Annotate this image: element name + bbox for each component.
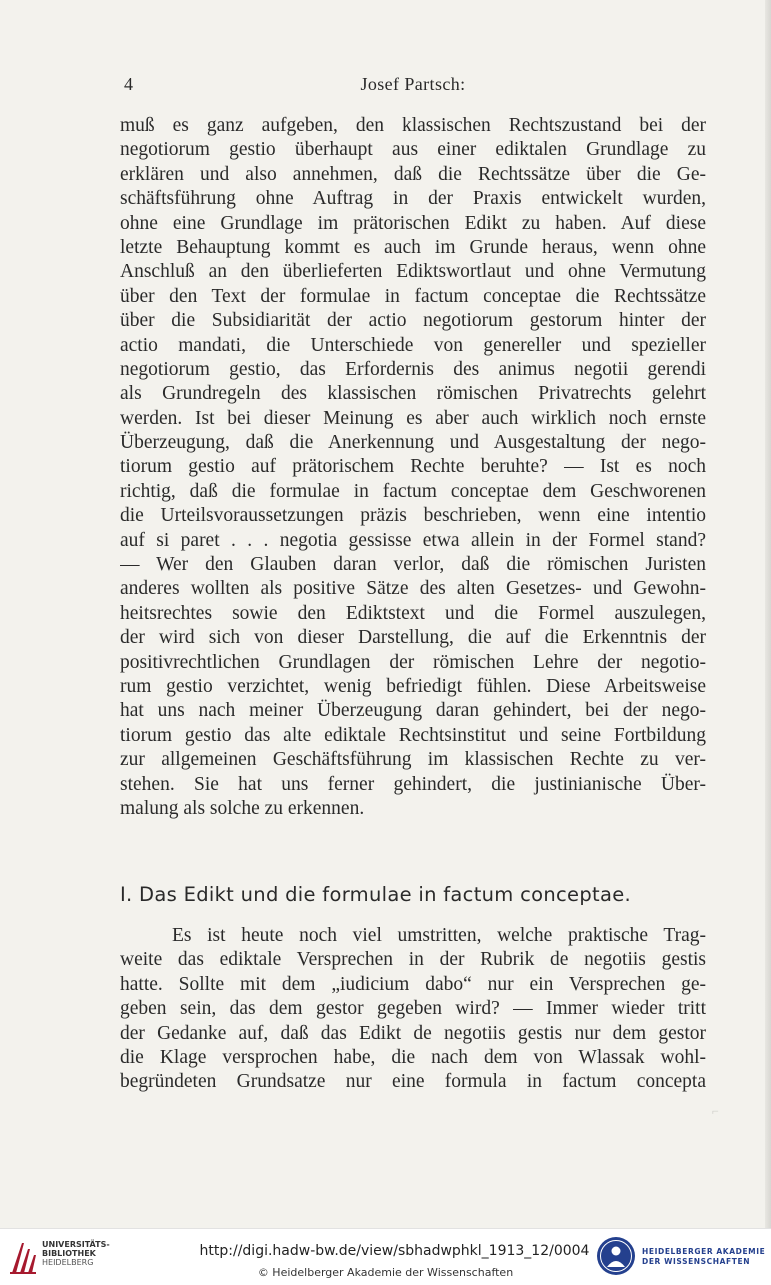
text-line: zur allgemeinen Geschäftsführung im klassischen Rechte zu ver- xyxy=(120,749,706,771)
text-line: über den Text der formulae in factum conceptae die Rechtssätze xyxy=(120,285,706,307)
text-line: heitsrechtes sowie den Ediktstext und die Formel auszulegen, xyxy=(120,602,706,624)
section-heading: I. Das Edikt und die formulae in factum conceptae. xyxy=(120,883,632,906)
text-line: erklären und also annehmen, daß die Rechtssätze über die Ge- xyxy=(120,163,706,185)
text-line: die Klage versprochen habe, die nach dem von Wlassak wohl- xyxy=(120,1046,706,1068)
text-line: der wird sich von dieser Darstellung, die auf die Erkenntnis der xyxy=(120,627,706,649)
running-head xyxy=(120,74,706,100)
text-line: als Grundregeln des klassischen römischen Privatrechts gelehrt xyxy=(120,383,706,405)
ub-line: BIBLIOTHEK xyxy=(42,1249,96,1258)
text-line: stehen. Sie hat uns ferner gehindert, die justinianische Über- xyxy=(120,773,706,795)
academy-line: HEIDELBERGER AKADEMIE xyxy=(642,1247,766,1256)
text-line: anderes wollten als positive Sätze des alten Gesetzes- und Gewohn- xyxy=(120,578,706,600)
footer-bar xyxy=(0,1228,771,1285)
running-head-author: Josef Partsch: xyxy=(360,74,466,94)
text-line: werden. Ist bei dieser Meinung es aber auch wirklich noch ernste xyxy=(120,407,706,429)
academy-line: DER WISSENSCHAFTEN xyxy=(642,1257,751,1266)
paragraph-1 xyxy=(120,114,706,821)
permalink-url[interactable]: http://digi.hadw-bw.de/view/sbhadwphkl_1913_12/0004 xyxy=(199,1243,590,1259)
ub-line: HEIDELBERG xyxy=(42,1258,94,1267)
text-line: actio mandati, die Unterschiede von genereller und spezieller xyxy=(120,334,706,356)
text-line: der Gedanke auf, daß das Edikt de negotiis gestis nur dem gestor xyxy=(120,1022,706,1044)
page-number: 4 xyxy=(124,74,134,94)
text-line: die Urteilsvoraussetzungen präzis beschrieben, wenn eine intentio xyxy=(120,505,706,527)
text-line: malung als solche zu erkennen. xyxy=(120,797,365,819)
ub-line: UNIVERSITÄTS- xyxy=(42,1240,110,1249)
text-line: muß es ganz aufgeben, den klassischen Rechtszustand bei der xyxy=(120,115,706,136)
text-line: positivrechtlichen Grundlagen der römischen Lehre der negotio- xyxy=(120,651,706,673)
text-line: negotiorum gestio, das Erfordernis des animus negotii gerendi xyxy=(120,358,706,380)
text-line: schäftsführung ohne Auftrag in der Praxis entwickelt wurden, xyxy=(120,188,706,210)
text-line: negotiorum gestio überhaupt aus einer ediktalen Grundlage zu xyxy=(120,139,706,161)
text-line: weite das ediktale Versprechen in der Rubrik de negotiis gestis xyxy=(120,949,706,971)
text-line: letzte Behauptung kommt es auch im Grunde heraus, wenn ohne xyxy=(120,236,706,258)
text-line: auf si paret . . . negotia gessisse etwa allein in der Formel stand? xyxy=(120,529,706,551)
text-line: tiorum gestio auf prätorischem Rechte beruhte? — Ist es noch xyxy=(120,456,706,478)
text-line: richtig, daß die formulae in factum conceptae dem Geschworenen xyxy=(120,480,706,502)
text-line: ohne eine Grundlage im prätorischen Edikt zu haben. Auf diese xyxy=(120,212,706,234)
text-line: begründeten Grundsatze nur eine formula in factum concepta xyxy=(120,1071,706,1093)
text-line: tiorum gestio das alte ediktale Rechtsinstitut und seine Fortbildung xyxy=(120,724,706,746)
academy-seal-icon[interactable] xyxy=(596,1236,636,1276)
text-line: Es ist heute noch viel umstritten, welche praktische Trag- xyxy=(172,925,706,946)
text-line: hat uns nach meiner Überzeugung daran gehindert, bei der nego- xyxy=(120,700,706,722)
academy-name[interactable] xyxy=(642,1247,765,1267)
text-line: rum gestio verzichtet, wenig befriedigt fühlen. Diese Arbeitsweise xyxy=(120,675,706,697)
copyright-notice: © Heidelberger Akademie der Wissenschaften xyxy=(257,1266,514,1279)
margin-mark: ⌐ xyxy=(712,1104,719,1118)
text-line: Überzeugung, daß die Anerkennung und Ausgestaltung der nego- xyxy=(120,432,706,454)
text-line: Anschluß an den überlieferten Ediktswortlaut und ohne Vermutung xyxy=(120,261,706,283)
text-line: — Wer den Glauben daran verlor, daß die römischen Juristen xyxy=(120,554,706,576)
paragraph-2 xyxy=(120,924,706,1095)
text-line: über die Subsidiarität der actio negotiorum gestorum hinter der xyxy=(120,310,706,332)
text-line: hatte. Sollte mit dem „iudicium dabo“ nur ein Versprechen ge- xyxy=(120,973,706,995)
page-edge xyxy=(765,0,771,1228)
text-line: geben sein, das dem gestor gegeben wird? — Immer wieder tritt xyxy=(120,998,706,1020)
